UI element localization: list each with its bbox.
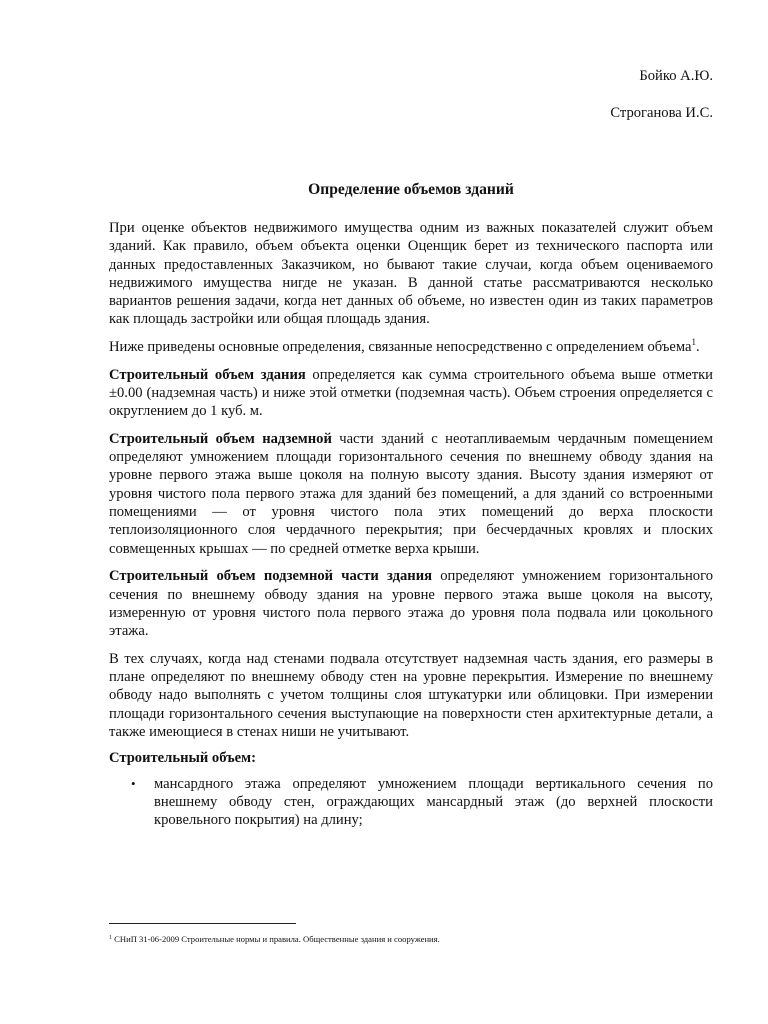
document-page [109, 0, 713, 1024]
footnote-text: СНиП 31-06-2009 Строительные нормы и правила. Общественные здания и сооружения. [114, 934, 440, 944]
term-bold: Строительный объем здания [109, 366, 306, 383]
bullet-list [109, 775, 713, 830]
footnote-marker: 1 [109, 935, 112, 941]
document-body [109, 219, 713, 829]
footnote-separator [109, 923, 296, 924]
footnote [109, 934, 440, 945]
paragraph-building-volume [109, 366, 713, 421]
author-name: Строганова И.С. [610, 105, 713, 121]
list-item [131, 775, 713, 830]
paragraph-text: части зданий с неотапливаемым чердачным помещением определяют умножением площади горизонтального сечения по внешнему обводу здания на уровне первого этажа выше цоколя на полную высоту здания. Высоту здания измеряют от уровня чистого пола первого этажа для зданий без помещений, а для зданий со встроенными помещениями — от уровня чистого пола этих помещений до верха плоскости теплоизоляционного слоя чердачного перекрытия; при бесчердачных кровлях и плоских совмещенных крышах — по средней отметке верха крыши. [109, 430, 713, 557]
paragraph-end: . [695, 339, 700, 356]
paragraph-text: определяют умножением горизонтального сечения по внешнему обводу здания на уровне первого этажа выше цоколя на высоту, измеренную от уровня чистого пола первого этажа до уровня пола подвала или цокольного этажа. [109, 568, 714, 640]
term-bold: Строительный объем подземной части здания [109, 568, 433, 585]
footnote-reference: 1 [691, 337, 696, 348]
document-title: Определение объемов зданий [308, 181, 514, 198]
paragraph-basement-cases: В тех случаях, когда над стенами подвала отсутствует надземная часть здания, его размеры в плане определяют по внешнему обводу стен на уровне перекрытия. Измерение по внешнему обводу надо выполнять с учетом толщины слоя штукатурки или облицовки. При измерении площади горизонтального сечения выступающие на поверхности стен архитектурные детали, а также имеющиеся в стенах ниши не учитывают. [109, 650, 713, 740]
paragraph-text: определяется как сумма строительного объема выше отметки ±0.00 (надземная часть) и ниже этой отметки (подземная часть). Объем строения определяется с округлением до 1 куб. м. [109, 366, 713, 420]
term-bold: Строительный объем надземной [109, 430, 332, 447]
author-name: Бойко А.Ю. [639, 68, 713, 84]
paragraph-above-ground-volume [109, 430, 713, 558]
paragraph-text: Ниже приведены основные определения, связанные непосредственно с определением объема [109, 339, 692, 356]
bullet-icon: • [131, 775, 136, 791]
paragraph-underground-volume [109, 567, 713, 640]
paragraph-intro: При оценке объектов недвижимого имущества одним из важных показателей служит объем зданий. Как правило, объем объекта оценки Оценщик берет из технического паспорта или данных предоставленных Заказчиком, но бывают такие случаи, когда объем оцениваемого недвижимого имущества нигде не указан. В данной статье рассматриваются несколько вариантов решения задачи, когда нет данных об объеме, но известен один из таких параметров как площадь застройки или общая площадь здания. [109, 220, 713, 328]
paragraph-definitions-intro [109, 338, 713, 356]
section-subheading: Строительный объем: [109, 750, 256, 767]
list-item-text: мансардного этажа определяют умножением площади вертикального сечения по внешнему обводу стен, ограждающих мансардный этаж (до верхней плоскости кровельного покрытия) на длину; [154, 775, 713, 829]
